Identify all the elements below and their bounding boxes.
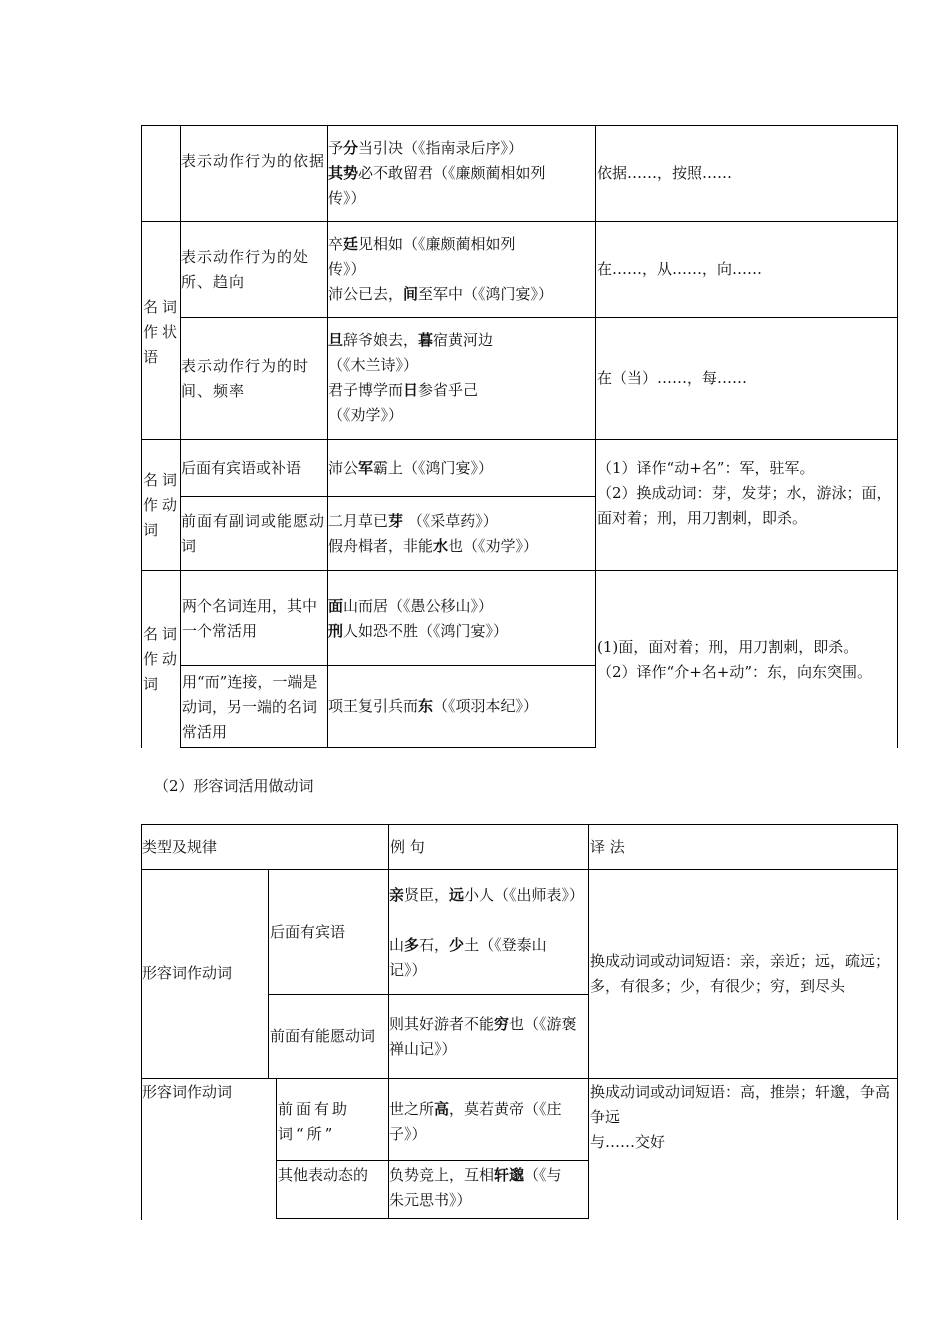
t1-col-line [595, 125, 596, 748]
t2-group2-label: 形容词作动词 [142, 1083, 233, 1101]
t2-border-top [141, 824, 898, 825]
t2-row1-example2: 山多石，少土（《登泰山记》） [389, 936, 547, 979]
t1-row1-translation: 依据……，按照…… [597, 164, 733, 182]
t1-row5-example2: 假舟楫者，非能水也（《劝学》） [328, 537, 539, 555]
t2-header-translation: 译 法 [590, 838, 625, 856]
t1-col-line [327, 125, 328, 748]
t1-border-top [141, 125, 898, 126]
t2-row4-example: 负势竞上，互相轩邈（《与朱元思书》） [389, 1166, 562, 1209]
t1-row4-example: 沛公军霸上（《鸿门宴》） [328, 459, 494, 477]
t1-row-line [141, 439, 898, 440]
t1-row3-rule: 表示动作行为的时间、频率 [181, 357, 310, 400]
t2-row1-rule: 后面有宾语 [270, 923, 346, 941]
t1-border-bottom [180, 747, 595, 748]
t2-col-line [268, 869, 269, 1079]
t2-border-right [897, 824, 898, 1220]
t1-row3-example1: 旦辞爷娘去，暮宿黄河边（《木兰诗》） [328, 331, 494, 374]
t2-header-type: 类型及规律 [142, 838, 218, 856]
t2-group1-translation: 换成动词或动词短语：亲，亲近；远，疏远；多，有很多；少，有很少；穷，到尽头 [590, 952, 891, 995]
t2-row-line [268, 994, 589, 995]
t2-group2-translation-1: 换成动词或动词短语：高，推崇；轩邈，争高争远 [590, 1083, 891, 1126]
t2-row-line [276, 1160, 589, 1161]
t1-row-line [180, 317, 898, 318]
t1-row4-rule: 后面有宾语或补语 [181, 459, 302, 477]
t1-row3-translation: 在（当）……，每…… [597, 369, 748, 387]
t1-row2-translation: 在……，从……，向…… [597, 260, 763, 278]
t1-group-label-verb: 名词作动词 [143, 471, 182, 539]
t1-row-line [180, 665, 595, 666]
t2-group1-label: 形容词作动词 [142, 964, 233, 982]
t1-row5-rule: 前面有副词或能愿动词 [181, 512, 326, 555]
t1-row1-example1: 予分当引决（《指南录后序》） [328, 139, 524, 157]
t1-row1-rule: 表示动作行为的依据 [181, 152, 326, 170]
t1-group3-translation-1: （1）译作“动+名”：军，驻军。 [597, 459, 815, 477]
t1-row-line [180, 496, 595, 497]
t1-row3-example2: 君子博学而日参省乎己（《劝学》） [328, 381, 479, 424]
t1-row6-rule: 两个名词连用，其中一个常活用 [182, 597, 318, 640]
t1-row6-example2: 刑人如恐不胜（《鸿门宴》） [328, 622, 509, 640]
t2-border-left [141, 824, 142, 1220]
t1-row5-example1: 二月草已芽 （《采草药》） [328, 512, 498, 530]
t1-row-line [141, 221, 898, 222]
t1-group-label-verb-2: 名词作动词 [143, 625, 182, 693]
t2-row1-example1: 亲贤臣，远小人（《出师表》） [389, 886, 585, 904]
t2-row-line [141, 1078, 898, 1079]
t1-group4-translation-1: (1)面，面对着；刑，用刀割刺，即杀。 [597, 638, 859, 656]
t1-group3-translation-2: （2）换成动词：芽，发芽；水，游泳；面，面对着；刑，用刀割刺，即杀。 [597, 484, 892, 527]
t1-group4-translation-2: （2）译作“介+名+动”：东，向东突围。 [597, 663, 873, 681]
t1-row2-example2: 沛公已去，间至军中（《鸿门宴》） [328, 285, 554, 303]
t1-group-label-adverbial: 名词作状语 [143, 298, 182, 366]
t1-border-left [141, 125, 142, 748]
t2-header-example: 例 句 [390, 838, 425, 856]
t2-col-line [588, 824, 589, 1219]
section-heading: （2）形容词活用做动词 [154, 777, 314, 795]
t2-border-bottom [276, 1218, 589, 1219]
t1-row1-example2: 其势必不敢留君（《廉颇蔺相如列传》） [328, 164, 546, 207]
t1-row6-example1: 面山而居（《愚公移山》） [328, 597, 494, 615]
t2-group2-translation-2: 与……交好 [590, 1133, 666, 1151]
t2-row2-rule: 前面有能愿动词 [270, 1027, 376, 1045]
t2-col-line [276, 1078, 277, 1219]
t2-row3-example: 世之所高，莫若黄帝（《庄子》） [389, 1100, 562, 1143]
t1-border-right [897, 125, 898, 748]
t2-header-line [141, 869, 898, 870]
t2-row2-example: 则其好游者不能穷也（《游褒禅山记》） [389, 1015, 577, 1058]
t2-row3-rule: 前面有助词“所” [278, 1100, 351, 1143]
t1-row7-rule: 用“而”连接，一端是动词，另一端的名词常活用 [182, 673, 318, 741]
t2-row4-rule: 其他表动态的 [278, 1166, 369, 1184]
t1-row7-example: 项王复引兵而东（《项羽本纪》） [328, 697, 539, 715]
t1-row-line [141, 570, 898, 571]
t1-row2-example1: 卒廷见相如（《廉颇蔺相如列传》） [328, 235, 516, 278]
t1-row2-rule: 表示动作行为的处所、趋向 [181, 248, 310, 291]
